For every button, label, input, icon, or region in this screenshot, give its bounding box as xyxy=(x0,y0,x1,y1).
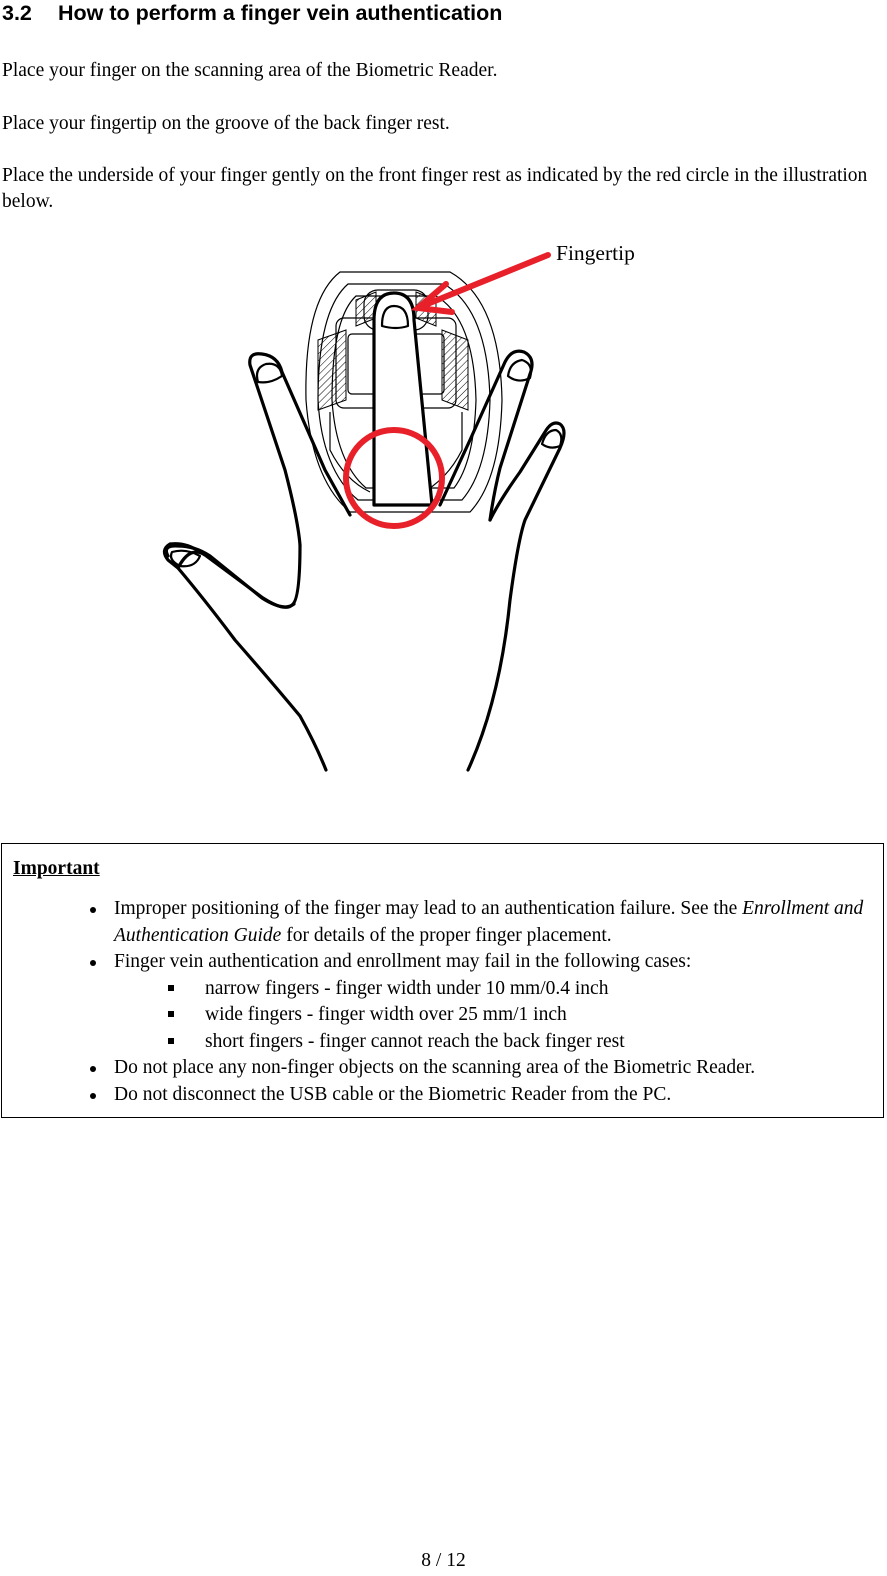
item-4-text: Do not disconnect the USB cable or the Biometric Reader from the PC. xyxy=(114,1083,672,1105)
instruction-paragraph-3: Place the underside of your finger gently on the front finger rest as indicated by the red circle in the illustration below. xyxy=(2,165,868,212)
section-heading xyxy=(2,0,502,26)
item-3-text: Do not place any non-finger objects on the scanning area of the Biometric Reader. xyxy=(114,1057,756,1078)
bullet-dot-icon xyxy=(90,1093,96,1099)
item-1-text-end: for details of the proper finger placement. xyxy=(281,924,612,946)
instruction-paragraph-1: Place your finger on the scanning area of the Biometric Reader. xyxy=(2,60,498,81)
important-item-3 xyxy=(2,1055,882,1082)
section-title: How to perform a finger vein authentication xyxy=(58,1,503,25)
case-narrow-text: narrow fingers - finger width under 10 mm/0.4 inch xyxy=(205,977,609,999)
square-bullet-icon xyxy=(168,1038,174,1044)
case-short-text: short fingers - finger cannot reach the back finger rest xyxy=(205,1030,625,1052)
item-1-text-start: Improper positioning of the finger may lead to an authentication failure. See the xyxy=(114,898,743,919)
important-list xyxy=(2,896,882,1108)
hand-on-reader-illustration-icon xyxy=(0,225,887,785)
instruction-paragraph-2: Place your fingertip on the groove of the back finger rest. xyxy=(2,113,450,134)
case-item-narrow xyxy=(2,976,882,1003)
important-item-1 xyxy=(2,896,882,949)
important-title: Important xyxy=(13,858,100,879)
finger-placement-figure xyxy=(0,225,887,785)
square-bullet-icon xyxy=(168,1011,174,1017)
important-notice-box xyxy=(1,843,884,1118)
case-item-wide xyxy=(2,1002,882,1029)
fingertip-label: Fingertip xyxy=(556,241,635,265)
important-item-4 xyxy=(2,1082,882,1109)
case-item-short xyxy=(2,1029,882,1056)
important-item-2 xyxy=(2,949,882,976)
section-number: 3.2 xyxy=(2,1,32,25)
item-2-text: Finger vein authentication and enrollment may fail in the following cases: xyxy=(114,951,692,972)
bullet-dot-icon xyxy=(90,907,96,913)
bullet-dot-icon xyxy=(90,960,96,966)
guide-title-emphasis: Enrollment and Authentication Guide xyxy=(114,898,864,946)
page-number: 8 / 12 xyxy=(421,1550,466,1571)
square-bullet-icon xyxy=(168,985,174,991)
hand-outline-icon xyxy=(164,293,564,770)
bullet-dot-icon xyxy=(90,1066,96,1072)
case-wide-text: wide fingers - finger width over 25 mm/1 inch xyxy=(205,1004,567,1025)
